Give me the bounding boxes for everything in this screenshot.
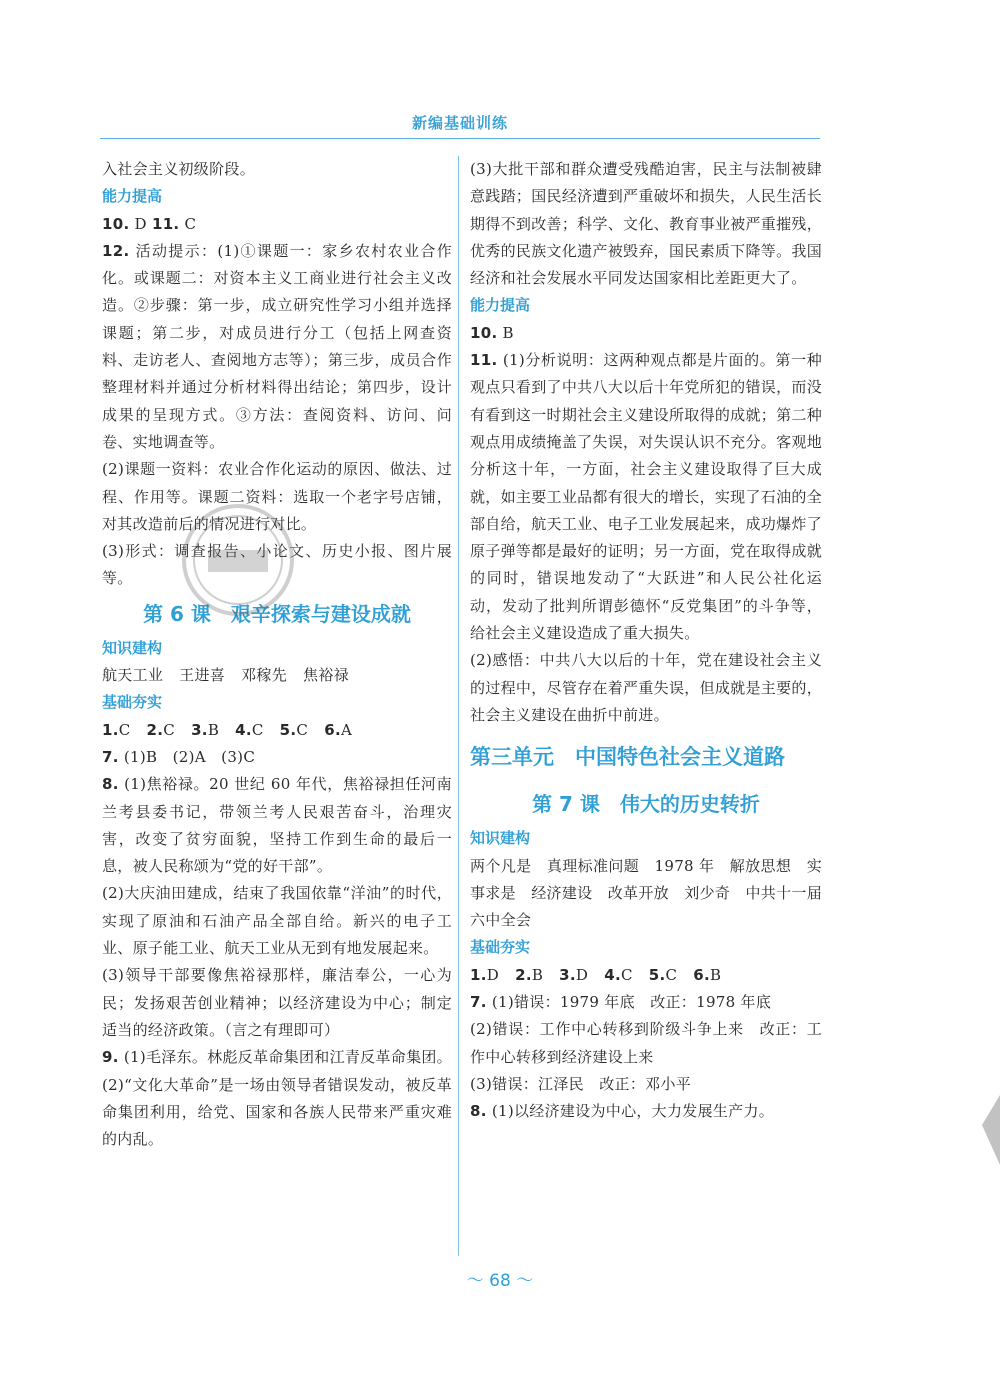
header-rule <box>100 138 820 139</box>
mc-answer: C <box>118 720 131 739</box>
answer-10 <box>470 320 822 347</box>
q-number: 10. <box>102 214 130 233</box>
mc-answer: A <box>340 720 353 739</box>
page-edge-shadow-icon <box>960 1095 1000 1165</box>
intro-text: 入社会主义初级阶段。 <box>102 160 256 178</box>
q-number: 11. <box>470 351 498 370</box>
knowledge-item: 王进喜 <box>179 666 226 685</box>
section-basic: 基础夯实 <box>470 938 531 957</box>
knowledge-item: 焦裕禄 <box>303 666 349 685</box>
answer-text: (1)分析说明：这两种观点都是片面的。第一种观点只看到了中共八大以后十年党所犯的错误，而没有看到这一时期社会主义建设所取得的成就；第二种观点用成绩掩盖了失误，对失误认识不充分。客观地分析这十年，一方面，社会主义建设取得了巨大成就，如主要工业品都有很大的增长，实现了石油的全部自给，航天工业、电子工业发展起来，成功爆炸了原子弹等都是最好的证明；另一方面，党在取得成就的同时，错误地发动了“大跃进”和人民公社化运动，发动了批判所谓彭德怀“反党集团”的斗争等，给社会主义建设造成了重大损失。 <box>470 351 822 643</box>
answer-7-3: (3)错误：江泽民 改正：邓小平 <box>470 1074 692 1093</box>
answer-7 <box>102 744 452 771</box>
section-knowledge: 知识建构 <box>470 829 531 848</box>
mc-answer: B <box>710 965 722 984</box>
answer-9-2: (2)“文化大革命”是一场由领导者错误发动，被反革命集团利用，给党、国家和各族人民带来严重灾难的内乱。 <box>102 1075 452 1149</box>
answer-12-2: (2)课题一资料：农业合作化运动的原因、做法、过程、作用等。课题二资料：选取一个老字号店铺，对其改造前后的情况进行对比。 <box>102 460 452 533</box>
answer-9 <box>102 1044 452 1071</box>
knowledge-item: 航天工业 <box>102 666 164 685</box>
answer-text: C <box>179 214 197 233</box>
mc-number: 1. <box>470 965 487 984</box>
answer-text: (1)错误：1979 年底 改正：1978 年底 <box>486 993 772 1012</box>
mc-number: 4. <box>604 965 621 984</box>
mc-number: 1. <box>102 720 119 739</box>
mc-answer: C <box>665 965 678 984</box>
mc-answer: C <box>251 720 264 739</box>
answer-8 <box>470 1098 822 1125</box>
mc-number: 4. <box>235 720 252 739</box>
section-ability: 能力提高 <box>102 187 163 206</box>
mc-answer: D <box>575 965 589 984</box>
knowledge-list: 两个凡是 真理标准问题 1978 年 解放思想 实事求是 经济建设 改革开放 刘少奇 中共十一届六中全会 <box>470 856 822 930</box>
header-title: 新编基础训练 <box>411 114 508 132</box>
answer-12 <box>102 238 452 456</box>
answer-text: (1)B (2)A (3)C <box>118 747 256 766</box>
answer-10-11 <box>102 211 452 238</box>
answer-text: 活动提示：(1)①课题一：家乡农村农业合作化。或课题二：对资本主义工商业进行社会主义改造。②步骤：第一步，成立研究性学习小组并选择课题；第二步，对成员进行分工（包括上网查资料、走访老人、查阅地方志等）；第三步，成员合作整理材料并通过分析材料得出结论；第四步，设计成果的呈现方式。③方法：查阅资料、访问、问卷、实地调查等。 <box>102 241 452 451</box>
mc-number: 2. <box>146 720 164 739</box>
q-number: 10. <box>470 323 498 342</box>
q-number: 12. <box>102 241 130 260</box>
mc-answer: C <box>163 720 176 739</box>
mc-answer: C <box>296 720 309 739</box>
mc-answer: B <box>531 965 544 984</box>
left-column <box>102 156 452 1153</box>
mc-number: 3. <box>559 965 576 984</box>
q-number: 8. <box>470 1102 487 1121</box>
section-basic: 基础夯实 <box>102 693 163 712</box>
answer-9-3: (3)大批干部和群众遭受残酷迫害，民主与法制被肆意践踏；国民经济遭到严重破坏和损失，人民生活长期得不到改善；科学、文化、教育事业被严重摧残，优秀的民族文化遗产被毁弃，国民素质下降等。我国经济和社会发展水平同发达国家相比差距更大了。 <box>470 160 822 288</box>
q-number: 9. <box>102 1048 119 1067</box>
mc-answers <box>470 962 822 989</box>
lesson-7-title: 第 7 课 伟大的历史转折 <box>532 792 760 817</box>
answer-12-3: (3)形式：调查报告、小论文、历史小报、图片展等。 <box>102 542 452 588</box>
mc-answer: D <box>486 965 500 984</box>
mc-answers <box>102 717 452 744</box>
q-number: 7. <box>470 993 487 1012</box>
mc-number: 3. <box>191 720 208 739</box>
answer-8-2: (2)大庆油田建成，结束了我国依靠“洋油”的时代，实现了原油和石油产品全部自给。新兴的电子工业、原子能工业、航天工业从无到有地发展起来。 <box>102 884 452 958</box>
answer-text: B <box>497 323 514 342</box>
mc-number: 2. <box>515 965 532 984</box>
mc-number: 5. <box>279 720 297 739</box>
mc-answer: B <box>207 720 220 739</box>
answer-text: D <box>129 214 152 233</box>
answer-11 <box>470 347 822 647</box>
page-header <box>100 112 820 142</box>
right-column <box>470 156 822 1126</box>
q-number: 7. <box>102 747 119 766</box>
column-divider <box>458 156 459 1256</box>
section-knowledge: 知识建构 <box>102 638 163 657</box>
mc-number: 6. <box>693 965 711 984</box>
q-number: 11. <box>151 214 180 233</box>
answer-11-2: (2)感悟：中共八大以后的十年，党在建设社会主义的过程中，尽管存在着严重失误，但成就是主要的，社会主义建设在曲折中前进。 <box>470 651 822 724</box>
answer-text: (1)以经济建设为中心，大力发展生产力。 <box>486 1102 775 1121</box>
lesson-6-title: 第 6 课 艰辛探索与建设成就 <box>143 601 411 626</box>
answer-7-2: (2)错误：工作中心转移到阶级斗争上来 改正：工作中心转移到经济建设上来 <box>470 1020 822 1066</box>
answer-7 <box>470 989 822 1016</box>
unit-3-title: 第三单元 中国特色社会主义道路 <box>470 745 785 770</box>
mc-number: 6. <box>324 720 341 739</box>
page-number: ～ 68 ～ <box>466 1271 534 1291</box>
section-ability: 能力提高 <box>470 296 531 315</box>
answer-8-3: (3)领导干部要像焦裕禄那样，廉洁奉公，一心为民；发扬艰苦创业精神；以经济建设为中心；制定适当的经济政策。（言之有理即可） <box>102 966 452 1039</box>
stamp-icon <box>178 500 298 620</box>
answer-text: (1)焦裕禄。20 世纪 60 年代，焦裕禄担任河南兰考县委书记，带领兰考人民艰苦奋斗，治理灾害，改变了贫穷面貌，坚持工作到生命的最后一息，被人民称颂为“党的好干部”。 <box>102 775 452 876</box>
knowledge-list <box>102 662 452 689</box>
mc-answer: C <box>620 965 633 984</box>
mc-number: 5. <box>648 965 666 984</box>
knowledge-item: 邓稼先 <box>241 666 288 685</box>
answer-8 <box>102 771 452 880</box>
q-number: 8. <box>102 775 119 794</box>
answer-text: (1)毛泽东。林彪反革命集团和江青反革命集团。 <box>118 1048 452 1067</box>
